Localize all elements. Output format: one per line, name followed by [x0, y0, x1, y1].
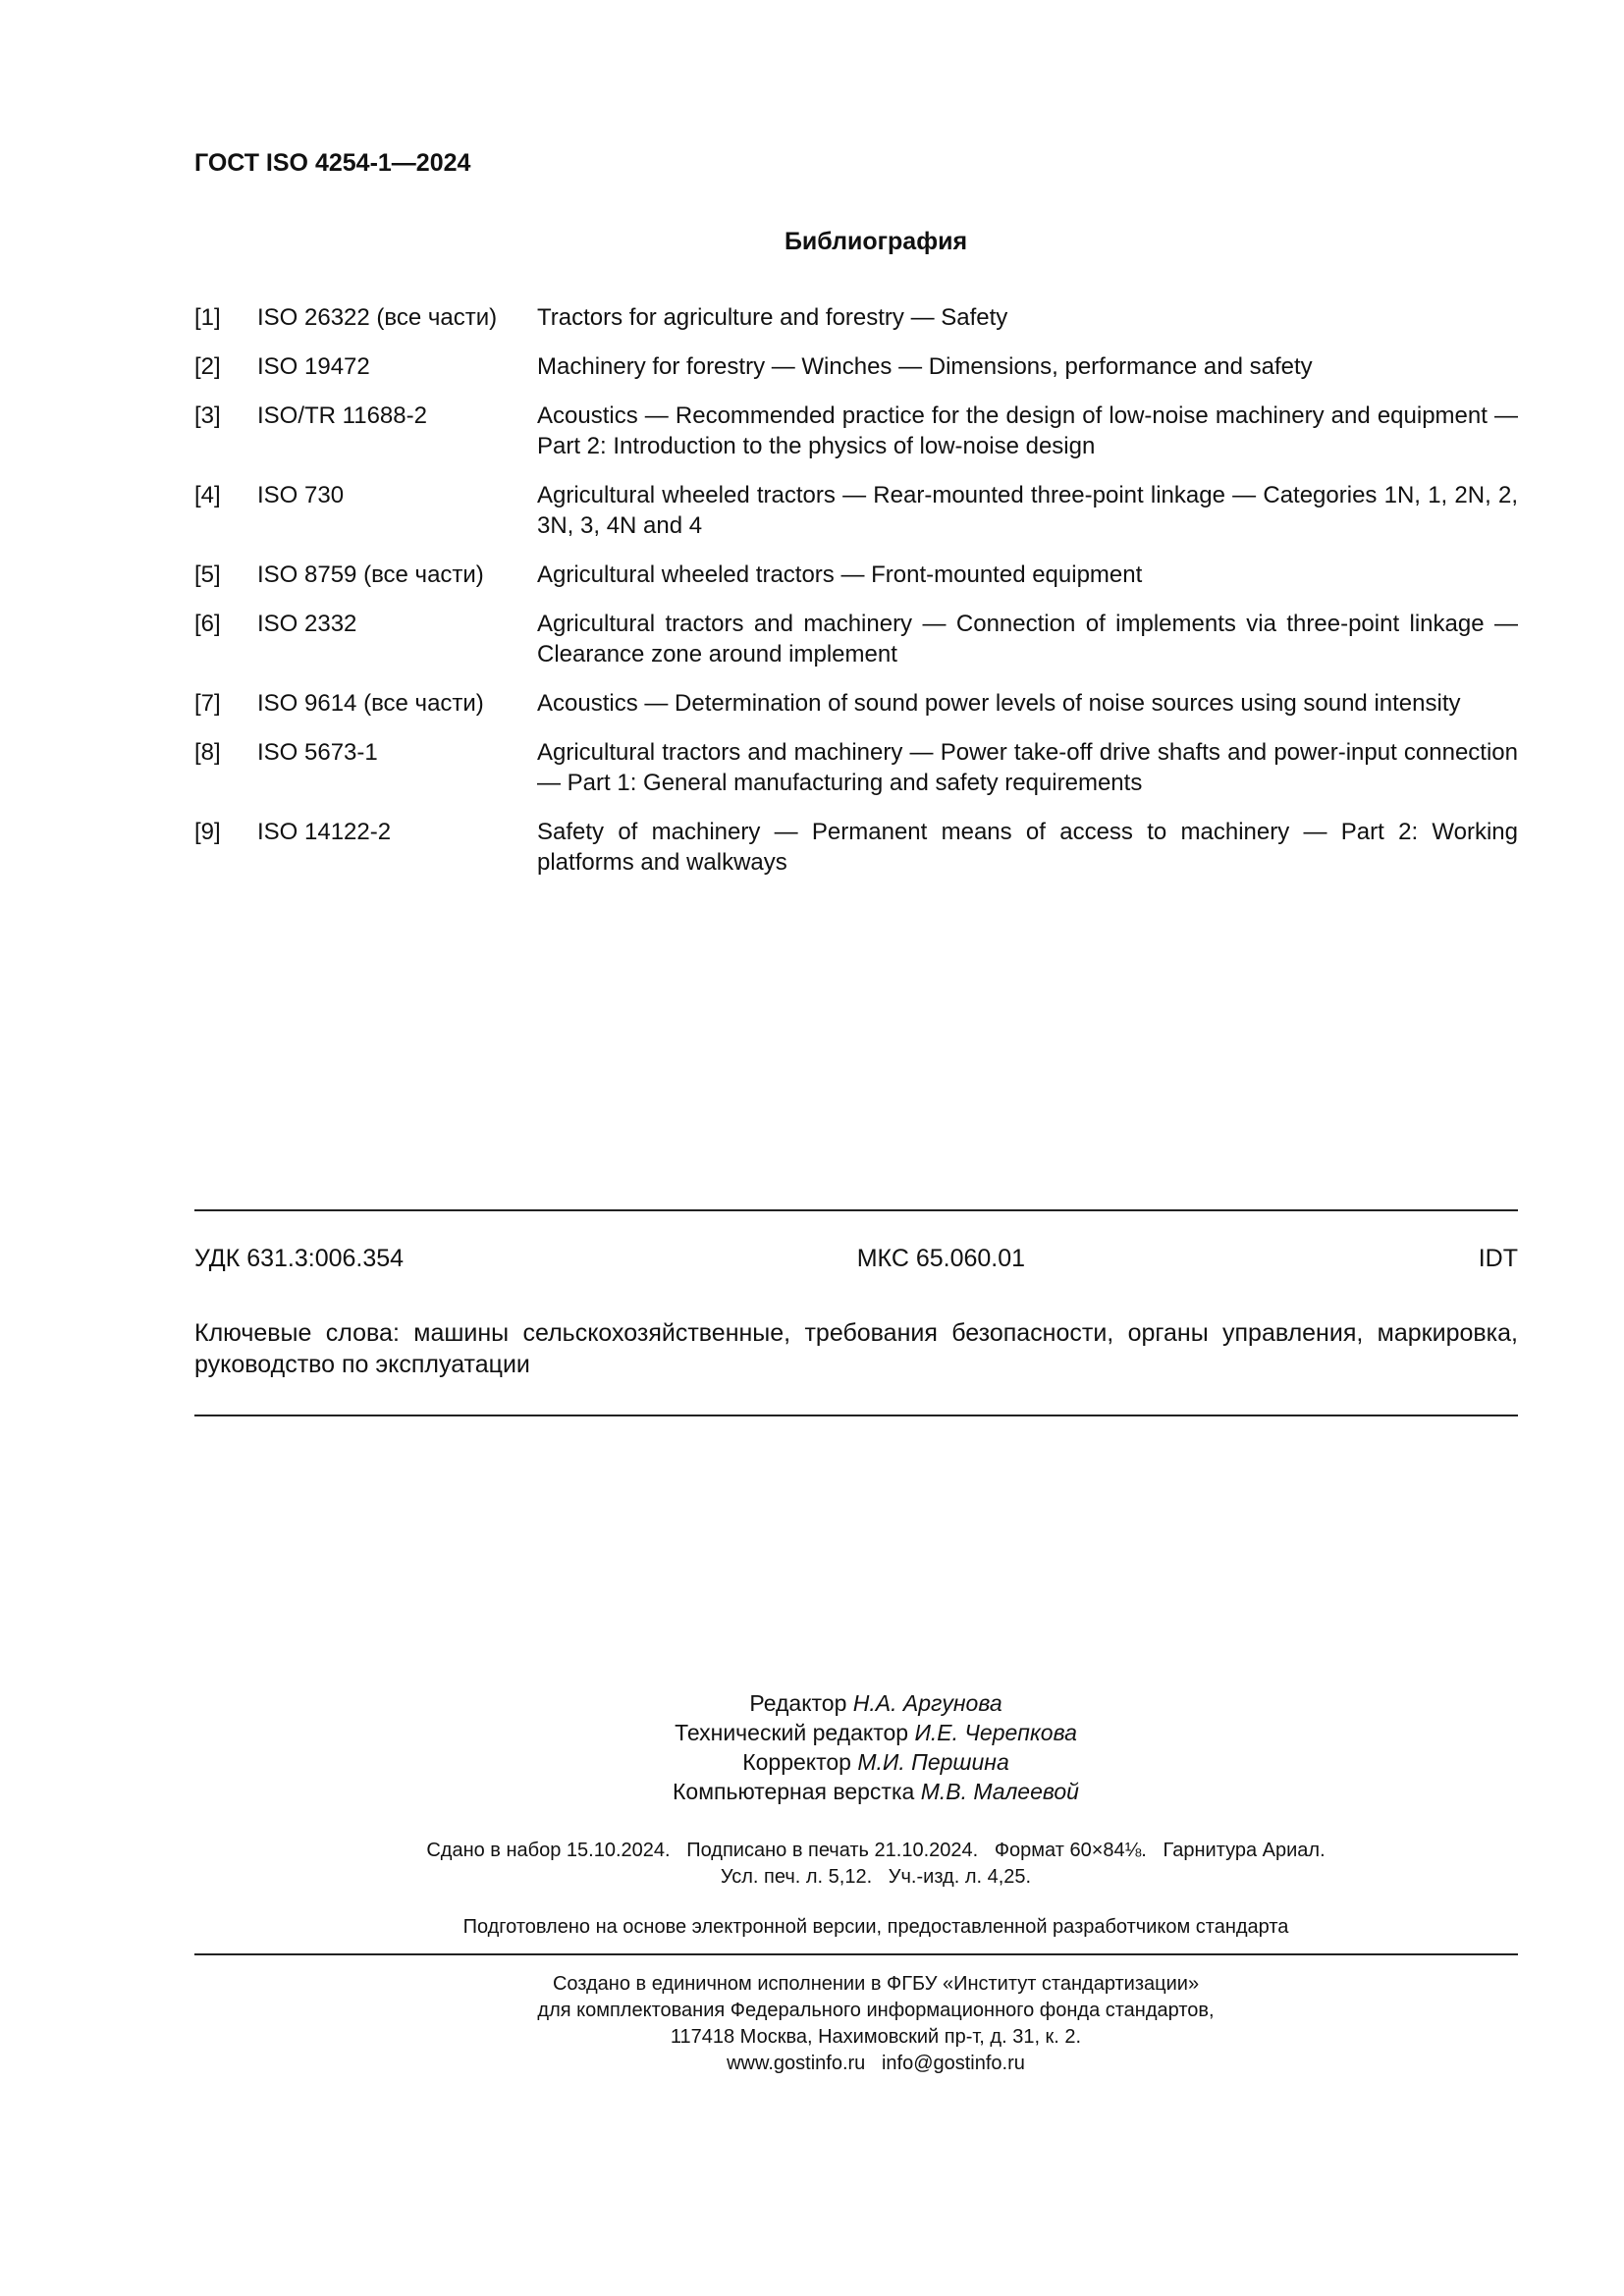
entry-number: [3] — [194, 402, 221, 429]
entry-number: [9] — [194, 819, 221, 845]
bibliography-entry — [194, 817, 1518, 878]
entry-reference: ISO 8759 (все части) — [257, 561, 484, 588]
bibliography-entry — [194, 688, 1518, 719]
divider-top — [194, 1209, 1518, 1211]
credit-tech-editor: Технический редактор И.Е. Черепкова — [675, 1720, 1077, 1745]
entry-title: Tractors for agriculture and forestry — Safety — [537, 304, 1008, 331]
entry-reference: ISO 730 — [257, 482, 345, 508]
entry-number: [7] — [194, 690, 221, 717]
divider-keywords — [194, 1415, 1518, 1416]
idt-mark: IDT — [1478, 1245, 1518, 1272]
bibliography-entry — [194, 400, 1518, 461]
entry-title: Agricultural tractors and machinery — Power take-off drive shafts and power-input connection — Part 1: General manufacturing and safety requirements — [537, 739, 1518, 796]
footer-line-1: Создано в единичном исполнении в ФГБУ «Институт стандартизации» — [552, 1973, 1200, 1995]
credit-layout: Компьютерная верстка М.В. Малеевой — [673, 1779, 1079, 1804]
entry-number: [2] — [194, 353, 221, 380]
entry-title: Acoustics — Determination of sound power levels of noise sources using sound intensity — [537, 690, 1461, 717]
udk-code: УДК 631.3:006.354 — [194, 1245, 405, 1272]
classification-line — [194, 1245, 1518, 1273]
mks-code: МКС 65.060.01 — [856, 1245, 1026, 1272]
document-code: ГОСТ ISO 4254-1—2024 — [194, 149, 471, 177]
entry-reference: ISO 26322 (все части) — [257, 304, 498, 331]
credit-editor: Редактор Н.А. Аргунова — [749, 1690, 1002, 1716]
bibliography-entry — [194, 351, 1518, 382]
entry-number: [4] — [194, 482, 221, 508]
bibliography-entry — [194, 302, 1518, 333]
bibliography-entry — [194, 560, 1518, 590]
footer-line-3: 117418 Москва, Нахимовский пр-т, д. 31, к. 2. — [670, 2026, 1082, 2048]
credit-proofreader: Корректор М.И. Першина — [742, 1749, 1009, 1775]
entry-number: [5] — [194, 561, 221, 588]
bibliography-entry — [194, 609, 1518, 669]
divider-footer — [194, 1953, 1518, 1955]
entry-title: Agricultural wheeled tractors — Front-mounted equipment — [537, 561, 1143, 588]
entry-title: Acoustics — Recommended practice for the design of low-noise machinery and equipment — Part 2: Introduction to the physics of low-noise design — [537, 402, 1518, 459]
footer-info — [0, 1971, 1624, 2077]
entry-number: [6] — [194, 611, 221, 637]
bibliography-entry — [194, 737, 1518, 798]
entry-title: Safety of machinery — Permanent means of access to machinery — Part 2: Working platforms and walkways — [537, 819, 1518, 876]
publication-info — [0, 1838, 1624, 1891]
entry-title: Agricultural tractors and machinery — Connection of implements via three-point linkage — Clearance zone around implement — [537, 611, 1518, 667]
entry-reference: ISO/TR 11688-2 — [257, 402, 427, 429]
bibliography-title: Библиография — [784, 228, 968, 255]
bibliography-list — [194, 302, 1518, 896]
entry-reference: ISO 2332 — [257, 611, 357, 637]
entry-title: Machinery for forestry — Winches — Dimensions, performance and safety — [537, 353, 1313, 380]
entry-reference: ISO 14122-2 — [257, 819, 392, 845]
keywords: Ключевые слова: машины сельскохозяйственные, требования безопасности, органы управления, маркировка, руководство по эксплуатации — [194, 1319, 1518, 1378]
entry-reference: ISO 5673-1 — [257, 739, 378, 766]
prepared-note: Подготовлено на основе электронной версии, предоставленной разработчиком стандарта — [462, 1916, 1289, 1938]
publication-line-2: Усл. печ. л. 5,12. Уч.-изд. л. 4,25. — [720, 1866, 1032, 1888]
publication-line-1: Сдано в набор 15.10.2024. Подписано в печать 21.10.2024. Формат 60×84⅛. Гарнитура Ариал. — [426, 1840, 1326, 1861]
footer-contacts: www.gostinfo.ru info@gostinfo.ru — [727, 2053, 1025, 2074]
entry-number: [8] — [194, 739, 221, 766]
bibliography-entry — [194, 480, 1518, 541]
entry-number: [1] — [194, 304, 221, 331]
footer-line-2: для комплектования Федерального информационного фонда стандартов, — [537, 2000, 1215, 2021]
entry-reference: ISO 19472 — [257, 353, 370, 380]
entry-reference: ISO 9614 (все части) — [257, 690, 484, 717]
credits-block — [0, 1688, 1624, 1806]
entry-title: Agricultural wheeled tractors — Rear-mounted three-point linkage — Categories 1N, 1, 2N, 2, 3N, 3, 4N and 4 — [537, 482, 1518, 539]
